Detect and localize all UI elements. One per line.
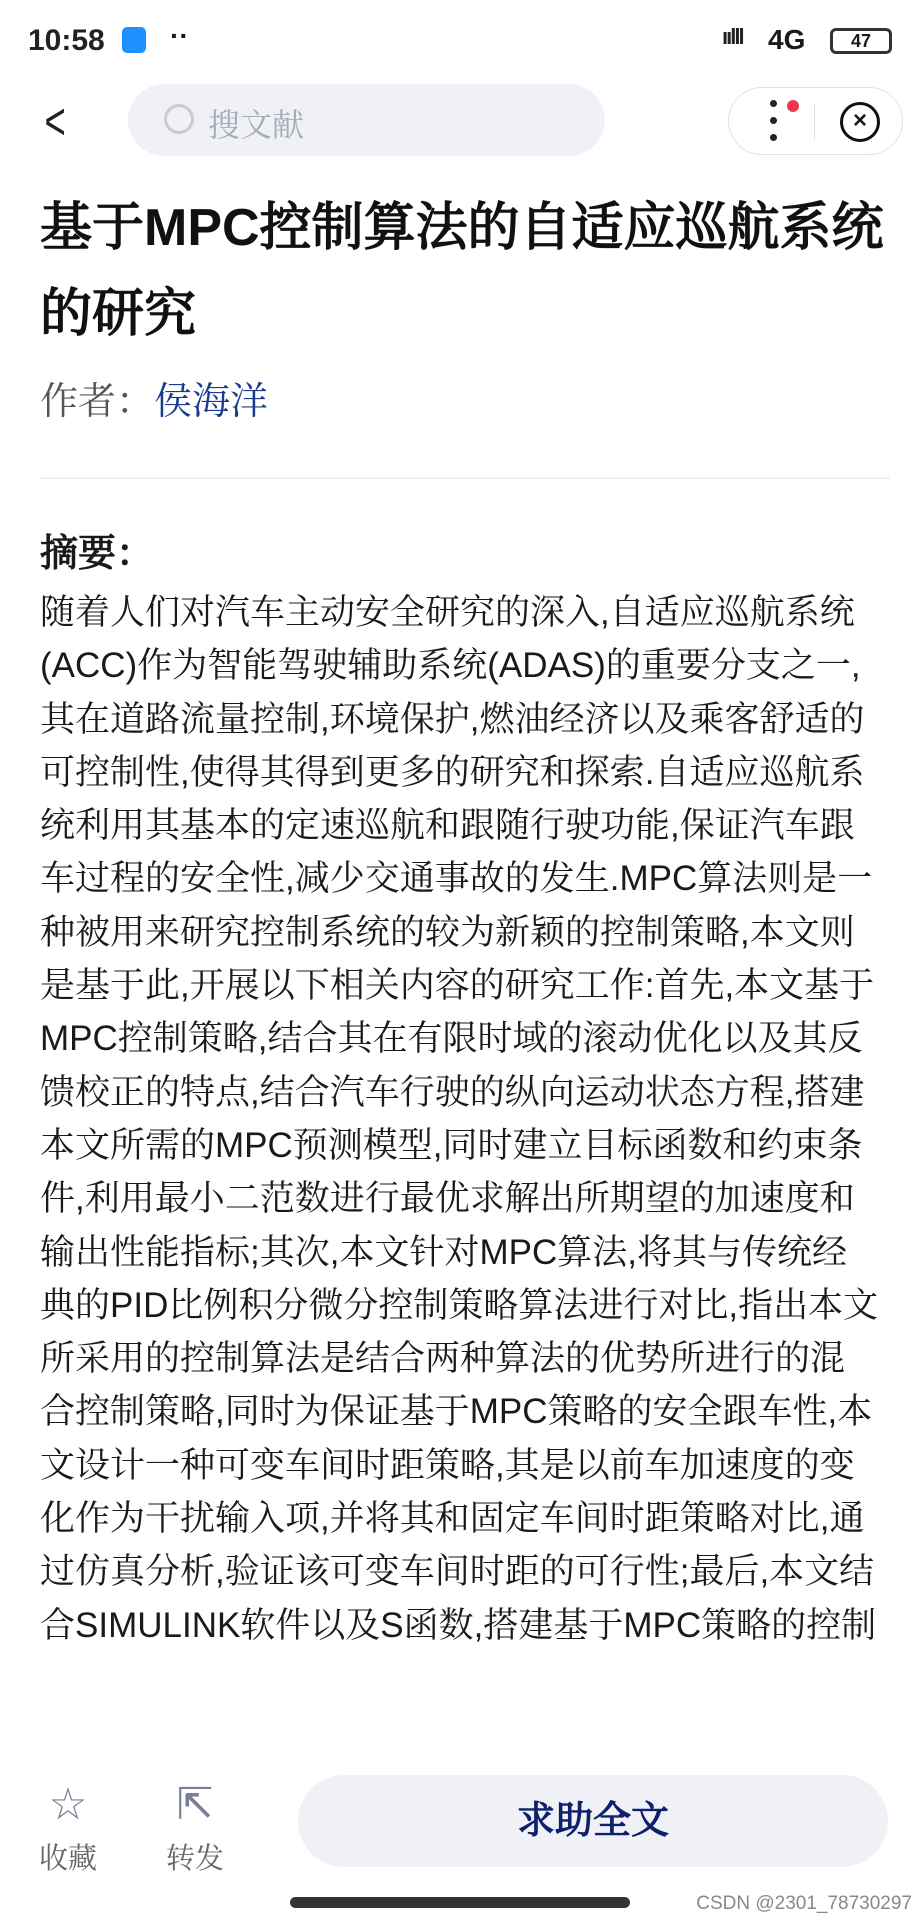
battery-icon: 47	[830, 28, 892, 54]
abstract-line: 可控制性,使得其得到更多的研究和探索.自适应巡航系	[40, 752, 865, 792]
share-icon: ⇱	[176, 1780, 214, 1829]
share-button[interactable]	[155, 1780, 235, 1877]
signal-icon: ıılll	[722, 24, 743, 49]
status-bar	[0, 0, 922, 80]
home-indicator[interactable]	[290, 1897, 630, 1908]
author-label: 作者：	[40, 381, 155, 423]
favorite-button[interactable]	[28, 1780, 108, 1877]
search-placeholder: 搜文献	[208, 107, 305, 143]
abstract-line: 所采用的控制算法是结合两种算法的优势所进行的混	[40, 1339, 846, 1379]
abstract-line: 化作为干扰输入项,并将其和固定车间时距策略对比,通	[40, 1499, 865, 1539]
abstract-line: 馈校正的特点,结合汽车行驶的纵向运动状态方程,搭建	[40, 1072, 865, 1112]
abstract-line: 车过程的安全性,减少交通事故的发生.MPC算法则是一	[40, 859, 873, 899]
share-label: 转发	[165, 1843, 224, 1875]
author-row	[40, 370, 268, 425]
capsule-divider	[814, 104, 815, 140]
close-circle-icon[interactable]: ×	[840, 102, 880, 142]
abstract-line: 种被用来研究控制系统的较为新颖的控制策略,本文则	[40, 912, 855, 952]
request-fulltext-button[interactable]: 求助全文	[298, 1775, 888, 1867]
abstract-line: (ACC)作为智能驾驶辅助系统(ADAS)的重要分支之一,	[40, 646, 861, 686]
abstract-line: 合控制策略,同时为保证基于MPC策略的安全跟车性,本	[40, 1392, 873, 1432]
notification-badge	[787, 100, 799, 112]
abstract-line: MPC控制策略,结合其在有限时域的滚动优化以及其反	[40, 1019, 863, 1059]
status-time: 10:58	[28, 24, 105, 57]
favorite-label: 收藏	[38, 1843, 97, 1875]
abstract-line: 是基于此,开展以下相关内容的研究工作:首先,本文基于	[40, 966, 875, 1006]
abstract-line: 典的PID比例积分微分控制策略算法进行对比,指出本文	[40, 1285, 879, 1325]
more-notifications-icon: ··	[170, 20, 189, 51]
abstract-line: 统利用其基本的定速巡航和跟随行驶功能,保证汽车跟	[40, 806, 855, 846]
divider	[40, 477, 890, 479]
more-vertical-icon[interactable]	[770, 100, 778, 144]
abstract-line: 件,利用最小二范数进行最优求解出所期望的加速度和	[40, 1179, 855, 1219]
abstract-line: 随着人们对汽车主动安全研究的深入,自适应巡航系统	[40, 593, 855, 632]
paper-title: 基于MPC控制算法的自适应巡航系统的研究	[40, 199, 884, 343]
network-type: 4G	[768, 24, 806, 55]
abstract-line: 输出性能指标;其次,本文针对MPC算法,将其与传统经	[40, 1232, 847, 1272]
star-icon: ☆	[48, 1780, 88, 1829]
abstract-line: 其在道路流量控制,环境保护,燃油经济以及乘客舒适的	[40, 699, 865, 739]
abstract-line: 本文所需的MPC预测模型,同时建立目标函数和约束条	[40, 1125, 863, 1165]
watermark: CSDN @2301_78730297	[696, 1893, 912, 1914]
abstract-line: 过仿真分析,验证该可变车间时距的可行性;最后,本文结	[40, 1552, 875, 1592]
chevron-left-icon[interactable]: <	[44, 93, 66, 151]
search-icon	[164, 104, 194, 134]
abstract-text	[40, 586, 900, 1652]
author-link[interactable]: 侯海洋	[154, 381, 269, 423]
abstract-line: 合SIMULINK软件以及S函数,搭建基于MPC策略的控制	[40, 1605, 877, 1645]
abstract-line: 文设计一种可变车间时距策略,其是以前车加速度的变	[40, 1445, 855, 1485]
abstract-heading: 摘要：	[40, 533, 155, 575]
search-input[interactable]	[128, 84, 605, 156]
app-notification-icon	[122, 27, 146, 53]
